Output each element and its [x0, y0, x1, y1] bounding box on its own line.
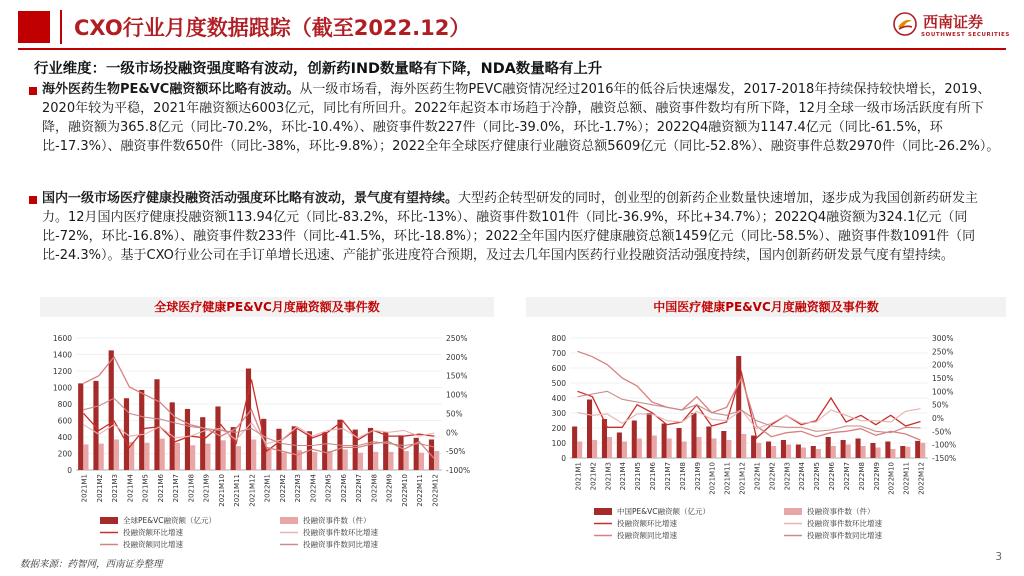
- x-tick-label: 2022M2: [768, 462, 777, 491]
- bar: [205, 444, 210, 470]
- y-tick-label: 500: [551, 379, 566, 388]
- bar: [266, 449, 271, 470]
- x-tick-label: 2022M11: [902, 462, 911, 495]
- data-source: 数据来源：药智网，西南证券整理: [20, 559, 163, 570]
- bar: [801, 448, 806, 459]
- x-tick-label: 2022M8: [370, 474, 379, 503]
- bar: [677, 428, 682, 458]
- x-tick-label: 2021M1: [574, 462, 583, 491]
- bar: [885, 442, 890, 459]
- legend-label: 全球PE&VC融资额（亿元）: [123, 516, 216, 525]
- legend-label: 投融资额同比增速: [123, 540, 183, 549]
- x-tick-label: 2022M1: [753, 462, 762, 491]
- y2-tick-label: 200%: [446, 352, 468, 362]
- bullet-global: [42, 80, 1004, 156]
- bar: [327, 451, 332, 470]
- x-tick-label: 2021M10: [217, 474, 226, 507]
- bar: [398, 435, 403, 470]
- x-tick-label: 2021M8: [187, 474, 196, 503]
- bar: [109, 350, 114, 470]
- x-tick-label: 2022M10: [887, 462, 896, 495]
- bar: [861, 446, 866, 458]
- x-tick-label: 2021M10: [708, 462, 717, 495]
- y-tick-label: 1600: [52, 334, 72, 343]
- x-tick-label: 2022M9: [872, 462, 881, 491]
- legend-label: 投融资额同比增速: [617, 531, 677, 540]
- series-line: [578, 391, 921, 432]
- chart-caption-global: 全球医疗健康PE&VC月度融资额及事件数: [40, 297, 494, 317]
- logo-text-cn: 西南证券: [923, 13, 984, 31]
- bar: [632, 421, 637, 459]
- y2-tick-label: 50%: [446, 409, 463, 419]
- bar: [83, 444, 88, 470]
- bar: [160, 439, 165, 470]
- y2-tick-label: -50%: [446, 447, 466, 457]
- bullet-marker: [29, 87, 37, 95]
- bar: [312, 452, 317, 470]
- bar: [682, 442, 687, 459]
- y2-tick-label: -100%: [932, 440, 957, 450]
- bar: [78, 383, 83, 470]
- x-tick-label: 2022M12: [431, 474, 440, 507]
- bar: [826, 437, 831, 458]
- x-tick-label: 2021M7: [663, 462, 672, 491]
- bar: [846, 445, 851, 459]
- bar: [383, 432, 388, 470]
- y-tick-label: 1400: [52, 350, 72, 360]
- bar: [282, 453, 287, 470]
- y-tick-label: 800: [57, 400, 72, 409]
- legend-swatch: [784, 508, 802, 515]
- bar: [617, 433, 622, 459]
- bar: [766, 442, 771, 459]
- legend-label: 投融资事件数环比增速: [807, 519, 882, 528]
- bar: [322, 432, 327, 470]
- bar: [251, 439, 256, 470]
- x-tick-label: 2021M5: [141, 474, 150, 503]
- y-tick-label: 700: [551, 349, 566, 358]
- legend-label: 投融资事件数同比增速: [807, 531, 882, 540]
- bar: [231, 427, 236, 470]
- x-tick-label: 2021M3: [604, 462, 613, 491]
- bar: [434, 451, 439, 470]
- chart-caption-china: 中国医疗健康PE&VC月度融资额及事件数: [526, 297, 1006, 317]
- y-tick-label: 1200: [52, 367, 72, 376]
- dimension-heading: 行业维度：一级市场投融资强度略有波动，创新药IND数量略有下降，NDA数量略有上升: [34, 61, 603, 77]
- y-tick-label: 200: [551, 424, 566, 433]
- x-tick-label: 2022M3: [294, 474, 303, 503]
- series-line: [84, 357, 435, 459]
- y2-tick-label: 50%: [932, 400, 949, 410]
- bar: [662, 424, 667, 459]
- bar: [175, 443, 180, 470]
- legend-label: 投融资事件数（件）: [807, 507, 875, 516]
- bullet-body: 大型药企转型研发的同时，创业型的创新药企业数量快速增加，逐步成为我国创新药研发主力。12月国内医疗健康投融资额113.94亿元（同比-83.2%，环比-13%）、融资事件数101件（同比-36.9%，环比+34.7%）；2022Q4融资额为324.1亿元（同比-72%，环比-16.8%）、融资事件数233件（同比-41.5%，环比-18.8%）；2022全年国内医疗健康融资总额1459亿元（同比-58.5%）、融资事件数1091件（同比-24.3%）。基于CXO行业公司在手订单增长迅速、产能扩张进度符合预期，及过去几年国内医药行业投融资活动强度持续，国内创新药研发景气度有望持续。: [42, 191, 979, 263]
- bar: [607, 437, 612, 458]
- legend-label: 中国PE&VC融资额（亿元）: [617, 507, 710, 516]
- y2-tick-label: 100%: [446, 390, 468, 400]
- series-line: [578, 409, 921, 429]
- x-tick-label: 2022M7: [355, 474, 364, 503]
- bar: [870, 443, 875, 458]
- legend-swatch: [280, 517, 298, 524]
- x-tick-label: 2021M3: [111, 474, 120, 503]
- x-tick-label: 2021M5: [634, 462, 643, 491]
- bullet-lead: 国内一级市场医疗健康投融资活动强度环比略有波动，景气度有望持续。: [42, 191, 459, 206]
- y-tick-label: 0: [67, 466, 72, 475]
- bullet-china: [42, 189, 1004, 265]
- bar: [419, 453, 424, 470]
- x-tick-label: 2022M5: [813, 462, 822, 491]
- header-rule: [18, 48, 1006, 50]
- bar: [736, 356, 741, 458]
- y2-tick-label: 200%: [932, 360, 954, 370]
- x-tick-label: 2021M12: [738, 462, 747, 495]
- x-tick-label: 2022M3: [783, 462, 792, 491]
- x-tick-label: 2022M1: [263, 474, 272, 503]
- bar: [816, 449, 821, 458]
- y-tick-label: 100: [551, 439, 566, 448]
- y2-tick-label: -50%: [932, 427, 952, 437]
- y-tick-label: 600: [57, 416, 72, 426]
- bar: [622, 442, 627, 459]
- x-tick-label: 2021M9: [202, 474, 211, 503]
- bar: [721, 431, 726, 458]
- x-tick-label: 2021M11: [723, 462, 732, 495]
- bar: [221, 440, 226, 470]
- x-tick-label: 2022M4: [798, 462, 807, 491]
- x-tick-label: 2021M8: [678, 462, 687, 491]
- bar: [691, 413, 696, 458]
- y-tick-label: 0: [561, 454, 566, 463]
- company-logo: [893, 8, 1013, 46]
- bullet-marker: [29, 196, 37, 204]
- bar: [647, 413, 652, 458]
- y-tick-label: 1000: [52, 383, 72, 393]
- x-tick-label: 2022M9: [385, 474, 394, 503]
- bar: [786, 445, 791, 459]
- y2-tick-label: 100%: [932, 387, 954, 397]
- x-tick-label: 2021M6: [156, 474, 165, 503]
- bar: [587, 400, 592, 459]
- bullet-body: 从一级市场看，海外医药生物PEVC融资情况经过2016年的低谷后快速爆发，2017-2018年持续保持较快增长，2019、2020年较为平稳，2021年融资额达6003亿元，同比有所回升。2022年起资本市场趋于冷静，融资总额、融资事件数均有所下降，12月全球一级市场活跃度有所下降，融资额为365.8亿元（同比-70.2%，环比-10.4%）、融资事件数227件（同比-39.0%，环比-1.7%）；2022Q4融资额为1147.4亿元（同比-61.5%，环比-17.3%）、融资事件数650件（同比-38%，环比-9.8%）；2022全年全球医疗健康行业融资总额5609亿元（同比-52.8%）、融资事件总数2970件（同比-26.2%）。: [42, 82, 1000, 154]
- bar: [572, 427, 577, 459]
- bar: [154, 379, 159, 470]
- legend-label: 投融资事件数同比增速: [303, 540, 378, 549]
- logo-mark-icon: [893, 12, 917, 36]
- bar: [781, 440, 786, 458]
- bar: [711, 439, 716, 459]
- x-tick-label: 2022M6: [828, 462, 837, 491]
- bar: [920, 443, 925, 458]
- legend-label: 投融资额环比增速: [123, 528, 183, 537]
- x-tick-label: 2021M4: [126, 474, 135, 503]
- x-tick-label: 2022M2: [278, 474, 287, 503]
- bullet-lead: 海外医药生物PE&VC融资额环比略有波动。: [42, 82, 300, 97]
- bar: [751, 436, 756, 459]
- y2-tick-label: 0%: [932, 414, 944, 423]
- page-title: CXO行业月度数据跟踪（截至2022.12）: [74, 16, 471, 40]
- y2-tick-label: 300%: [932, 334, 954, 343]
- bar: [696, 437, 701, 458]
- legend-label: 投融资事件数（件）: [303, 516, 371, 525]
- x-tick-label: 2022M5: [324, 474, 333, 503]
- bar: [856, 439, 861, 459]
- title-accent-block: [18, 11, 50, 43]
- title-divider: [60, 10, 62, 44]
- y2-tick-label: 250%: [446, 334, 468, 343]
- y2-tick-label: 250%: [932, 347, 954, 357]
- bar: [292, 426, 297, 470]
- bar: [771, 446, 776, 458]
- x-tick-label: 2021M11: [233, 474, 242, 507]
- logo-text-en: SOUTHWEST SECURITIES: [921, 32, 1010, 38]
- bar: [637, 439, 642, 459]
- bar: [144, 443, 149, 470]
- x-tick-label: 2022M11: [416, 474, 425, 507]
- x-tick-label: 2022M4: [309, 474, 318, 503]
- x-tick-label: 2021M2: [95, 474, 104, 503]
- bar: [577, 442, 582, 459]
- y-tick-label: 400: [57, 433, 72, 442]
- bar: [667, 439, 672, 459]
- bar: [831, 446, 836, 458]
- bar: [592, 440, 597, 458]
- page-number: 3: [995, 551, 1002, 563]
- x-tick-label: 2021M2: [589, 462, 598, 491]
- bar: [388, 452, 393, 470]
- bar: [373, 452, 378, 470]
- x-tick-label: 2022M10: [400, 474, 409, 507]
- bar: [185, 409, 190, 470]
- y-tick-label: 800: [551, 334, 566, 343]
- x-tick-label: 2021M1: [80, 474, 89, 503]
- y2-tick-label: 150%: [932, 374, 954, 383]
- bar: [404, 451, 409, 470]
- x-tick-label: 2022M8: [857, 462, 866, 491]
- chart-global: [30, 318, 500, 554]
- bar: [215, 406, 220, 470]
- y-tick-label: 200: [57, 449, 72, 459]
- bar: [368, 428, 373, 470]
- bar: [706, 427, 711, 459]
- bar: [900, 446, 905, 458]
- bar: [841, 440, 846, 458]
- bar: [358, 453, 363, 470]
- y2-tick-label: 150%: [446, 371, 468, 381]
- x-tick-label: 2022M12: [917, 462, 926, 495]
- bar: [190, 445, 195, 470]
- y-tick-label: 600: [551, 364, 566, 373]
- y2-tick-label: -150%: [932, 454, 957, 463]
- bar: [114, 439, 119, 470]
- bar: [741, 434, 746, 458]
- chart-china: [526, 318, 1004, 554]
- legend-label: 投融资额环比增速: [617, 519, 677, 528]
- bar: [200, 417, 205, 470]
- bar: [236, 446, 241, 470]
- x-tick-label: 2021M9: [693, 462, 702, 491]
- bar: [652, 436, 657, 459]
- legend-swatch: [100, 517, 118, 524]
- bar: [796, 445, 801, 459]
- y2-tick-label: -100%: [446, 466, 471, 475]
- bar: [811, 446, 816, 458]
- x-tick-label: 2021M12: [248, 474, 257, 507]
- x-tick-label: 2022M7: [842, 462, 851, 491]
- bar: [756, 443, 761, 458]
- legend-label: 投融资事件数环比增速: [303, 528, 378, 537]
- bar: [99, 444, 104, 470]
- y-tick-label: 300: [551, 409, 566, 418]
- x-tick-label: 2022M6: [339, 474, 348, 503]
- bar: [875, 448, 880, 459]
- x-tick-label: 2021M7: [172, 474, 181, 503]
- bar: [343, 449, 348, 470]
- series-line: [578, 351, 921, 440]
- y-tick-label: 400: [551, 394, 566, 403]
- bar: [890, 449, 895, 458]
- bar: [905, 447, 910, 458]
- x-tick-label: 2021M6: [649, 462, 658, 491]
- bar: [915, 441, 920, 458]
- legend-swatch: [594, 508, 612, 515]
- bar: [726, 440, 731, 458]
- y2-tick-label: 0%: [446, 428, 458, 438]
- x-tick-label: 2021M4: [619, 462, 628, 491]
